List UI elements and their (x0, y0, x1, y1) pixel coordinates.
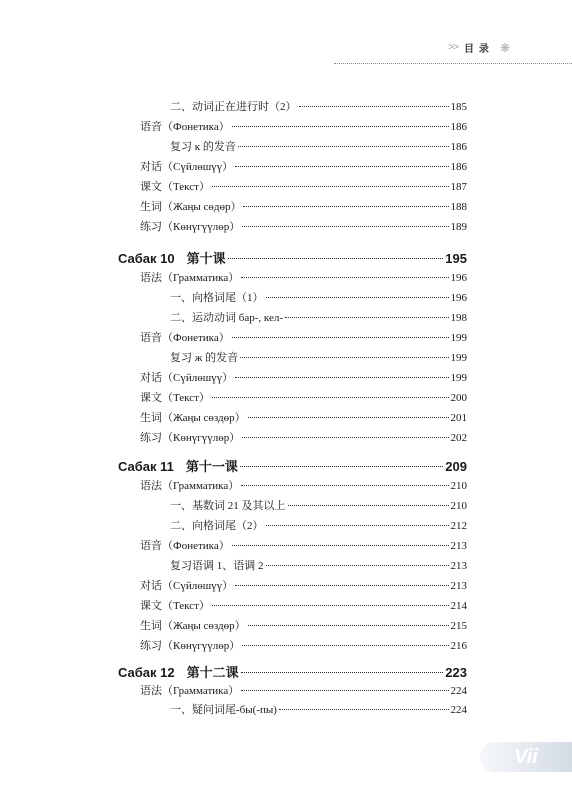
toc-entry-label: 对话（Сүйлөшүү） (140, 161, 234, 173)
dot-leader (241, 485, 448, 486)
toc-entry-page: 215 (450, 620, 467, 632)
header-dotted-rule (334, 63, 572, 64)
toc-entry[interactable] (170, 497, 467, 513)
toc-entry-label: 对话（Сүйлөшүү） (140, 580, 234, 592)
toc-entry[interactable] (140, 198, 467, 214)
toc-entry-label: 语法（Грамматика） (140, 272, 240, 284)
toc-chapter-page: 195 (445, 251, 467, 266)
running-header (448, 40, 510, 55)
toc-entry-label: 二、动词正在进行时（2） (170, 101, 297, 113)
toc-entry-label: 练习（Көнүгүүлөр） (140, 221, 241, 233)
toc-entry[interactable] (140, 682, 467, 698)
toc-entry-page: 210 (450, 480, 467, 492)
toc-entry-label: 语法（Грамматика） (140, 480, 240, 492)
toc-entry-label: 课文（Текст） (140, 600, 210, 612)
flower-ornament-icon: ❋ (499, 40, 510, 55)
dot-leader (266, 297, 449, 298)
dot-leader (248, 417, 449, 418)
toc-entry-label: 语音（Фонетика） (140, 540, 230, 552)
toc-entry[interactable] (140, 118, 467, 134)
chapter-number: Сабак 11 (118, 459, 174, 474)
toc-entry-label: 二、向格词尾（2） (170, 520, 264, 532)
toc-entry-label: 一、基数词 21 及其以上 (170, 500, 286, 512)
toc-entry-label: 生词（Жаңы сөздөр） (140, 620, 246, 632)
toc-entry[interactable] (140, 637, 467, 653)
toc-entry-label: 二、运动动词 бар-, кел- (170, 312, 283, 324)
dot-leader (299, 106, 449, 107)
dot-leader (232, 337, 449, 338)
toc-entry-label: 复习 к 的发音 (170, 141, 236, 153)
dot-leader (242, 226, 448, 227)
toc-entry[interactable] (140, 577, 467, 593)
toc-entry[interactable] (170, 98, 467, 114)
toc-entry[interactable] (140, 178, 467, 194)
chapter-title: 第十二课 (186, 665, 239, 680)
toc-entry-label: 一、向格词尾（1） (170, 292, 264, 304)
toc-entry-page: 196 (450, 272, 467, 284)
toc-entry-page: 212 (450, 520, 467, 532)
toc-entry-page: 186 (450, 161, 467, 173)
dot-leader (235, 377, 448, 378)
toc-entry[interactable] (140, 409, 467, 425)
toc-entry[interactable] (140, 329, 467, 345)
dot-leader (241, 277, 448, 278)
toc-entry[interactable] (140, 218, 467, 234)
toc-entry-page: 224 (450, 685, 467, 697)
toc-entry-page: 199 (450, 372, 467, 384)
dot-leader (212, 605, 449, 606)
toc-entry[interactable] (140, 389, 467, 405)
dot-leader (285, 317, 449, 318)
toc-entry-page: 213 (450, 540, 467, 552)
dot-leader (240, 357, 448, 358)
toc-entry-page: 213 (450, 580, 467, 592)
dot-leader (228, 258, 444, 259)
dot-leader (243, 206, 448, 207)
toc-chapter-page: 209 (445, 459, 467, 474)
toc-entry-page: 186 (450, 121, 467, 133)
toc-entry-page: 213 (450, 560, 467, 572)
dot-leader (241, 690, 448, 691)
toc-entry[interactable] (140, 537, 467, 553)
toc-entry-label: 课文（Текст） (140, 392, 210, 404)
toc-entry[interactable] (140, 477, 467, 493)
toc-entry-page: 202 (450, 432, 467, 444)
chapter-number: Сабак 12 (118, 665, 175, 680)
toc-entry-label: 练习（Көнүгүүлөр） (140, 432, 241, 444)
toc-entry-page: 200 (450, 392, 467, 404)
dot-leader (266, 525, 449, 526)
toc-entry-page: 188 (450, 201, 467, 213)
toc-entry-label: 语法（Грамматика） (140, 685, 240, 697)
toc-chapter[interactable] (118, 456, 467, 475)
toc-entry-label: 生词（Жаңы сөдөр） (140, 201, 242, 213)
dot-leader (240, 466, 443, 467)
toc-entry-page: 201 (450, 412, 467, 424)
toc-entry-label: 练习（Көнүгүүлөр） (140, 640, 241, 652)
dot-leader (248, 625, 449, 626)
double-chevron-icon: >> (448, 42, 458, 53)
dot-leader (212, 186, 449, 187)
dot-leader (238, 146, 449, 147)
toc-entry-label: 一、疑问词尾-бы(-пы) (170, 704, 277, 716)
toc-entry[interactable] (140, 269, 467, 285)
toc-chapter-page: 223 (445, 665, 467, 680)
chapter-title: 第十课 (186, 251, 226, 266)
watermark-text: Vii (514, 745, 538, 768)
toc-entry-page: 189 (450, 221, 467, 233)
toc-entry-label: 复习 ж 的发音 (170, 352, 239, 364)
toc-chapter[interactable] (118, 662, 467, 681)
dot-leader (241, 672, 444, 673)
toc-entry[interactable] (170, 289, 467, 305)
dot-leader (242, 437, 448, 438)
toc-entry[interactable] (170, 517, 467, 533)
chapter-title: 第十一课 (185, 459, 238, 474)
dot-leader (235, 585, 448, 586)
dot-leader (288, 505, 449, 506)
toc-entry-label: 语音（Фонетика） (140, 121, 230, 133)
chapter-number: Сабак 10 (118, 251, 175, 266)
toc-entry-page: 224 (450, 704, 467, 716)
watermark-logo (480, 742, 572, 772)
toc-entry[interactable] (170, 309, 467, 325)
dot-leader (212, 397, 449, 398)
toc-entry[interactable] (170, 349, 467, 365)
toc-chapter[interactable] (118, 248, 467, 267)
toc-entry-page: 196 (450, 292, 467, 304)
toc-entry-page: 210 (450, 500, 467, 512)
dot-leader (279, 709, 449, 710)
dot-leader (235, 166, 448, 167)
toc-entry[interactable] (140, 158, 467, 174)
toc-entry[interactable] (170, 138, 467, 154)
dot-leader (232, 126, 449, 127)
toc-entry-page: 186 (450, 141, 467, 153)
toc-entry-page: 216 (450, 640, 467, 652)
dot-leader (232, 545, 449, 546)
header-title: 目录 (463, 44, 494, 55)
toc-entry[interactable] (140, 617, 467, 633)
toc-entry-page: 199 (450, 352, 467, 364)
toc-entry[interactable] (170, 557, 467, 573)
toc-entry-page: 187 (450, 181, 467, 193)
toc-entry-page: 199 (450, 332, 467, 344)
toc-entry-label: 复习语调 1、语调 2 (170, 560, 264, 572)
dot-leader (242, 645, 448, 646)
toc-entry[interactable] (140, 429, 467, 445)
toc-entry-label: 对话（Сүйлөшүү） (140, 372, 234, 384)
toc-entry[interactable] (140, 369, 467, 385)
toc-entry[interactable] (140, 597, 467, 613)
toc-entry-label: 生词（Жаңы сөздөр） (140, 412, 246, 424)
toc-entry-label: 课文（Текст） (140, 181, 210, 193)
toc-entry-page: 214 (450, 600, 467, 612)
dot-leader (266, 565, 449, 566)
toc-entry-page: 198 (450, 312, 467, 324)
toc-entry[interactable] (170, 701, 467, 717)
toc-entry-page: 185 (450, 101, 467, 113)
toc-entry-label: 语音（Фонетика） (140, 332, 230, 344)
